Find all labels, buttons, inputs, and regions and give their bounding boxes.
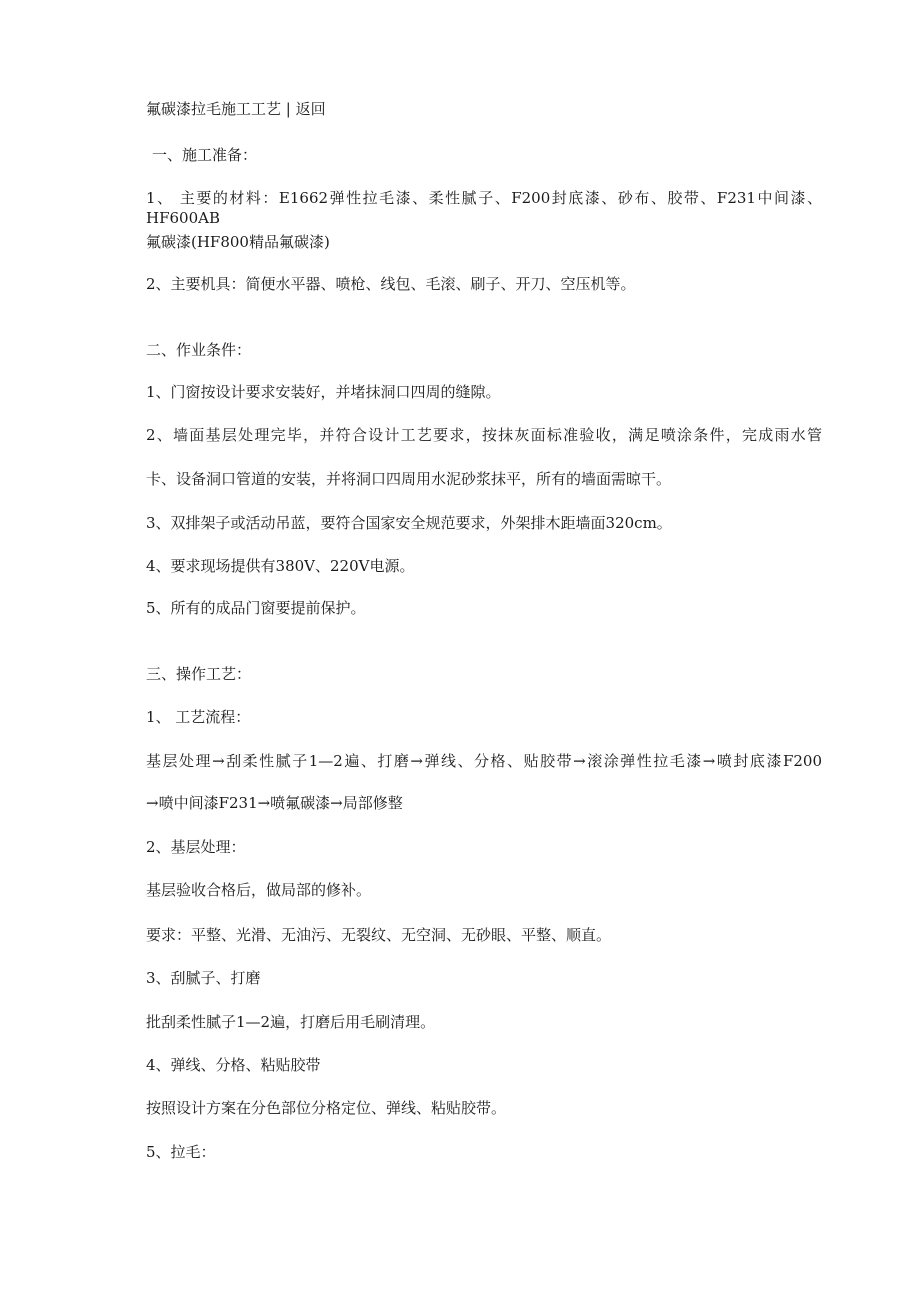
paragraph-materials-cont: 氟碳漆(HF800精品氟碳漆) [146,233,330,251]
paragraph-process-flow-heading: 1、 工艺流程： [146,708,251,726]
paragraph-putty: 批刮柔性腻子1—2遍，打磨后用毛刷清理。 [146,1013,436,1031]
paragraph-base-treatment: 基层验收合格后，做局部的修补。 [146,881,372,899]
paragraph-process-flow-cont: →喷中间漆F231→喷氟碳漆→局部修整 [146,794,403,812]
section-heading-conditions: 二、作业条件： [146,341,252,359]
paragraph-base-treatment-heading: 2、基层处理： [146,838,246,856]
paragraph-process-flow: 基层处理→刮柔性腻子1—2遍、打磨→弹线、分格、贴胶带→滚涂弹性拉毛漆→喷封底漆F200 [146,752,822,770]
section-heading-process: 三、操作工艺： [146,665,252,683]
paragraph-roughening-heading: 5、拉毛： [146,1143,216,1161]
paragraph-condition-2: 2、墙面基层处理完毕，并符合设计工艺要求，按抹灰面标准验收，满足喷涂条件，完成雨水管 [146,426,822,444]
paragraph-condition-3: 3、双排架子或活动吊蓝，要符合国家安全规范要求，外架排木距墙面320cm。 [146,514,672,532]
paragraph-materials: 1、 主要的材料：E1662弹性拉毛漆、柔性腻子、F200封底漆、砂布、胶带、F231中间漆、HF600AB [146,189,822,227]
paragraph-tape-heading: 4、弹线、分格、粘贴胶带 [146,1056,321,1074]
paragraph-tools: 2、主要机具：简便水平器、喷枪、线包、毛滚、刷子、开刀、空压机等。 [146,275,636,293]
section-heading-preparation: 一、施工准备： [152,146,258,164]
paragraph-condition-1: 1、门窗按设计要求安装好，并堵抹洞口四周的缝隙。 [146,383,501,401]
paragraph-condition-4: 4、要求现场提供有380V、220V电源。 [146,557,415,575]
document-title: 氟碳漆拉毛施工工艺 [146,100,282,118]
document-title-line [146,99,326,119]
paragraph-tape: 按照设计方案在分色部位分格定位、弹线、粘贴胶带。 [146,1099,507,1117]
paragraph-putty-heading: 3、刮腻子、打磨 [146,969,261,987]
back-link[interactable]: 返回 [295,100,326,118]
paragraph-base-requirements: 要求：平整、光滑、无油污、无裂纹、无空洞、无砂眼、平整、顺直。 [146,926,612,944]
title-separator: | [281,100,296,118]
paragraph-condition-2-cont: 卡、设备洞口管道的安装，并将洞口四周用水泥砂浆抹平，所有的墙面需晾干。 [146,470,672,488]
paragraph-condition-5: 5、所有的成品门窗要提前保护。 [146,599,366,617]
